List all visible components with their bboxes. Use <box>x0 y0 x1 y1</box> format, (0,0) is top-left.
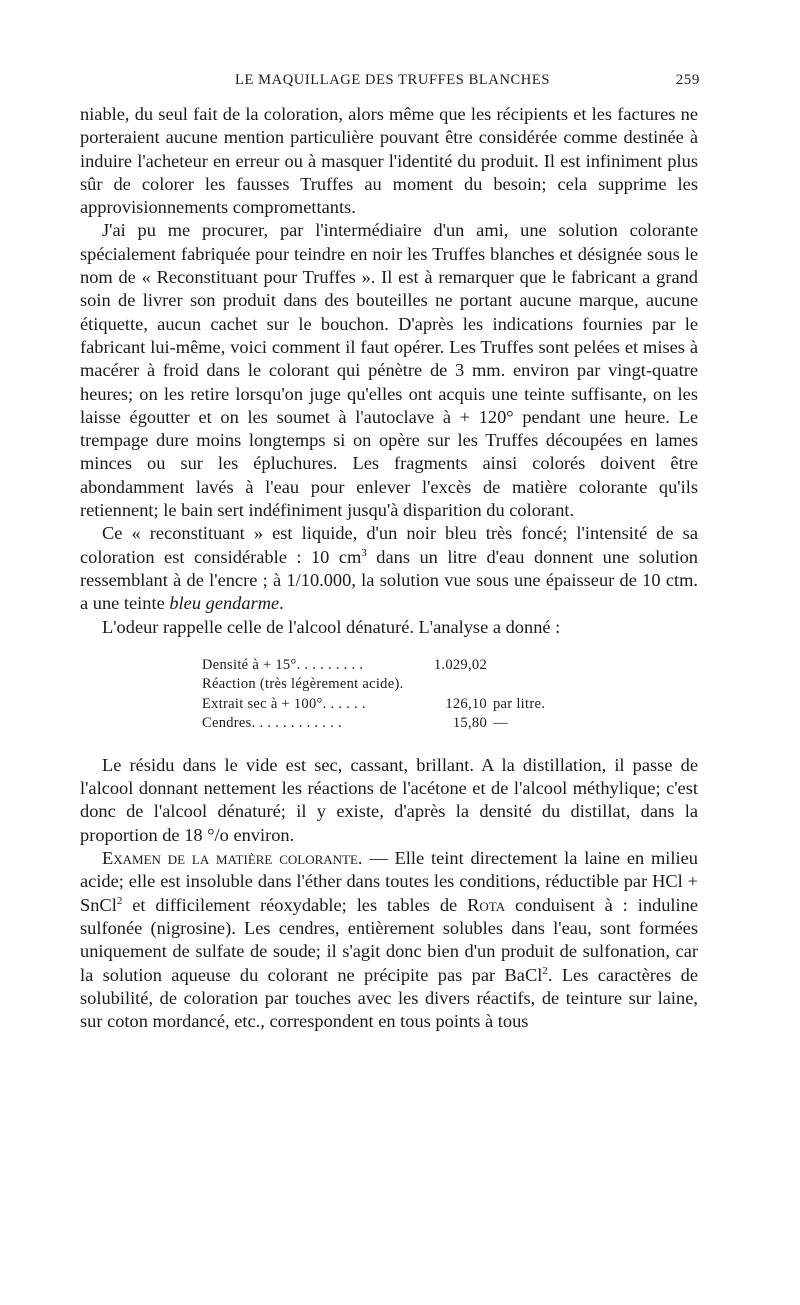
analysis-row <box>202 675 698 695</box>
analysis-label: Réaction (très légèrement acide). <box>202 676 404 693</box>
paragraph-1: niable, du seul fait de la coloration, alors même que les récipients et les factures ne porteraient aucune mention particulière pouvant être considérée comme destinée à induire l'acheteur en erreur ou à masquer l'identité du produit. Il est infiniment plus sûr de colorer les fausses Truffes au moment du besoin; cela supprime les approvisionnements compromettants. <box>80 104 698 218</box>
analysis-value: 15,80 <box>452 715 487 732</box>
analysis-unit: — <box>493 715 508 732</box>
paragraph-5: Le résidu dans le vide est sec, cassant, brillant. A la distillation, il passe de l'alcool donnant nettement les réactions de l'acétone et de l'alcool méthylique; c'est donc de l'alcool dénaturé; il y existe, d'après la densité du distillat, dans la proportion de 18 °/o environ. <box>80 754 698 845</box>
analysis-row <box>202 695 698 715</box>
paragraph-2: J'ai pu me procurer, par l'intermédiaire d'un ami, une solution colorante spécialement fabriquée pour teindre en noir les Truffes blanches et désignée sous le nom de « Reconstituant pour Truffes ». Il est à remarquer que le fabricant a grand soin de livrer son produit dans des bouteilles ne portant aucune marque, aucune étiquette, aucun cachet sur le bouchon. D'après les indications fournies par le fabricant lui-même, voici comment il faut opérer. Les Truffes sont pelées et mises à macérer à froid dans le colorant qui pénètre de 3 mm. environ par vingt-quatre heures; on les retire lorsqu'on juge qu'elles ont acquis une teinte suffisante, on les laisse égoutter et on les soumet à l'autoclave à + 120° pendant une heure. Le trempage dure moins longtemps si on opère sur les Truffes découpées en lames minces ou sur les épluchures. Les fragments ainsi colorés doivent être abondamment lavés à l'eau pour enlever l'excès de matière colorante qu'ils retiennent; le bain sert indéfiniment jusqu'à disparition du colorant. <box>80 220 698 521</box>
analysis-value: 1.029,02 <box>433 656 487 673</box>
analysis-unit: par litre. <box>493 695 546 712</box>
running-title: LE MAQUILLAGE DES TRUFFES BLANCHES <box>235 72 550 88</box>
analysis-table <box>202 656 698 734</box>
paragraph-6-text-a: — Elle teint directement la laine en milieu acide; elle est insoluble dans l'éther dans toutes les conditions, réductible par HCl + SnCl <box>80 848 698 915</box>
page-number: 259 <box>675 72 700 88</box>
analysis-label: Cendres. . . . . . . . . . . . <box>202 715 342 732</box>
paragraph-6-text-d: . Les caractères de solubilité, de coloration par touches avec les divers réactifs, de teinture sur laine, sur coton mordancé, etc., correspondent en tous points à tous <box>80 964 698 1032</box>
analysis-label: Densité à + 15°. . . . . . . . . <box>202 656 364 673</box>
analysis-value: 126,10 <box>445 695 487 712</box>
author-name-rota: Rota <box>467 894 506 915</box>
body-text <box>80 103 698 1033</box>
analysis-row <box>202 656 698 676</box>
paragraph-3 <box>80 522 698 615</box>
formula-superscript: 2 <box>116 894 123 907</box>
cubic-superscript: 3 <box>361 546 367 559</box>
analysis-row <box>202 714 698 734</box>
analysis-value <box>417 675 487 695</box>
paragraph-3-text-a: Ce « reconstituant » est liquide, d'un noir bleu très foncé; l'intensité de sa coloration est considérable : 10 cm <box>80 523 698 567</box>
paragraph-6-text-c: conduisent à : induline sulfonée (nigrosine). Les cendres, entièrement solubles dans l'eau, sont formées uniquement de sulfate de soude; il s'agit donc bien d'un produit de sulfonation, car la solution aqueuse du colorant ne précipite pas par BaCl <box>80 894 698 985</box>
analysis-label: Extrait sec à + 100°. . . . . . <box>202 695 366 712</box>
formula-superscript: 2 <box>542 964 548 977</box>
paragraph-6-text-b: et difficilement réoxydable; les tables de <box>122 894 468 915</box>
paragraph-3-text-b: dans un litre d'eau donnent une solution ressemblant à de l'encre ; à 1/10.000, la solution vue sous une épaisseur de 10 ctm. a une teinte <box>80 546 698 614</box>
paragraph-3-text-c: . <box>279 593 284 614</box>
paragraph-4: L'odeur rappelle celle de l'alcool dénaturé. L'analyse a donné : <box>102 616 561 637</box>
bleu-gendarme-italic: bleu gendarme <box>169 593 280 614</box>
running-head <box>80 72 700 94</box>
paragraph-6 <box>80 847 698 1033</box>
section-heading: Examen de la matière colorante. <box>102 848 363 869</box>
